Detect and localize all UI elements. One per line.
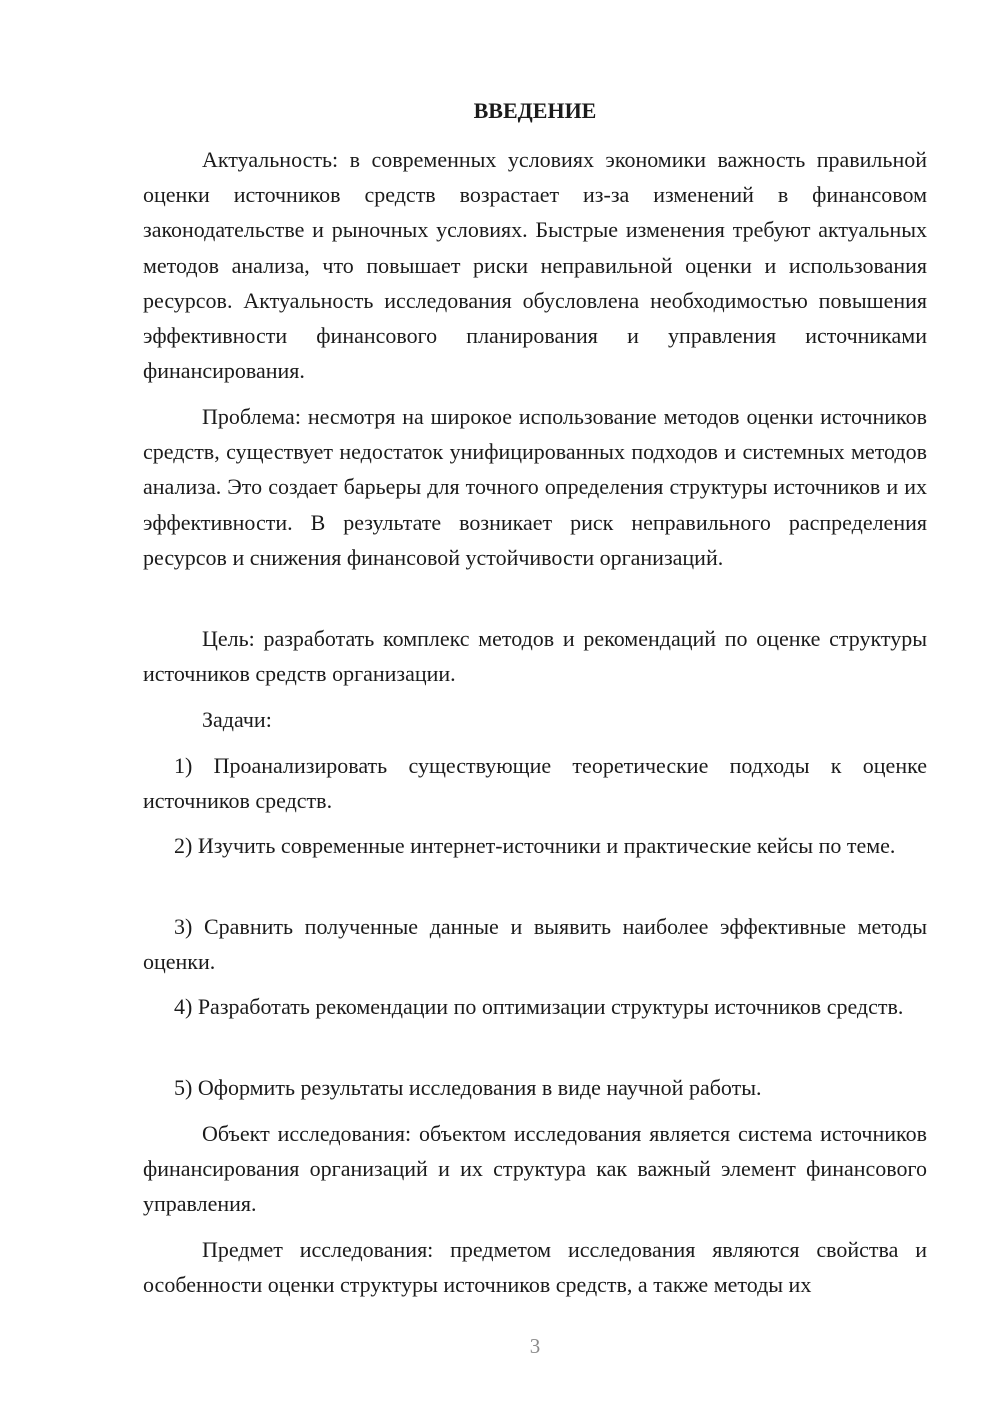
page-number: 3 (529, 1334, 541, 1358)
paragraph-object: Объект исследования: объектом исследования является система источников финансирования организаций и их структура как важный элемент финансового управления. (143, 1121, 927, 1217)
task-item-1: 1) Проанализировать существующие теоретические подходы к оценке источников средств. (143, 753, 927, 814)
page-title: ВВЕДЕНИЕ (473, 98, 597, 123)
paragraph-goal: Цель: разработать комплекс методов и рекомендаций по оценке структуры источников средств организации. (143, 626, 927, 687)
tasks-heading: Задачи: (202, 707, 272, 732)
paragraph-relevance: Актуальность: в современных условиях экономики важность правильной оценки источников средств возрастает из-за изменений в финансовом законодательстве и рыночных условиях. Быстрые изменения требуют актуальных методов анализа, что повышает риски неправильной оценки и использования ресурсов. Актуальность исследования обусловлена необходимостью повышения эффективности финансового планирования и управления источниками финансирования. (143, 147, 927, 384)
task-item-2: 2) Изучить современные интернет-источники и практические кейсы по теме. (174, 833, 896, 858)
task-item-3: 3) Сравнить полученные данные и выявить наиболее эффективные методы оценки. (143, 914, 927, 975)
task-item-4: 4) Разработать рекомендации по оптимизации структуры источников средств. (174, 994, 904, 1019)
paragraph-subject: Предмет исследования: предметом исследования являются свойства и особенности оценки структуры источников средств, а также методы их (143, 1237, 927, 1298)
paragraph-problem: Проблема: несмотря на широкое использование методов оценки источников средств, существует недостаток унифицированных подходов и системных методов анализа. Это создает барьеры для точного определения структуры источников и их эффективности. В результате возникает риск неправильного распределения ресурсов и снижения финансовой устойчивости организаций. (143, 404, 927, 570)
task-item-5: 5) Оформить результаты исследования в виде научной работы. (174, 1075, 762, 1100)
